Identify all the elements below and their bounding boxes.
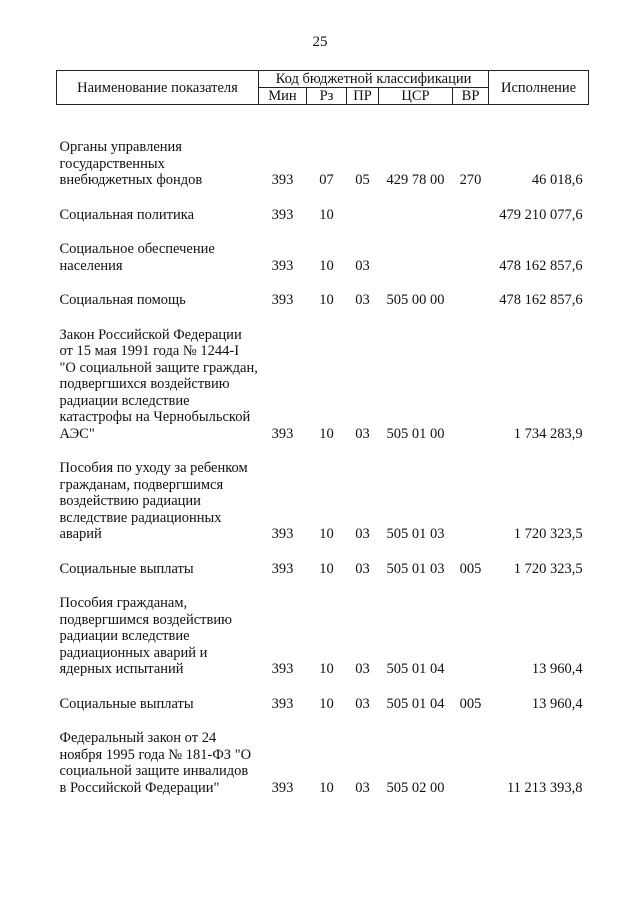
row-min: 393	[271, 172, 294, 188]
row-name: Социальная помощь	[59, 292, 186, 308]
budget-execution-table	[56, 70, 589, 796]
header-name: Наименование показателя	[57, 71, 259, 105]
table-header	[57, 71, 589, 105]
row-execution: 1 720 323,5	[513, 526, 583, 542]
row-csr: 505 01 04	[386, 695, 445, 712]
row-pr: 03	[355, 292, 370, 308]
row-name: Социальные выплаты	[59, 560, 194, 577]
row-execution: 478 162 857,6	[499, 257, 583, 274]
header-min: Мин	[259, 88, 307, 105]
row-rz: 10	[319, 779, 334, 796]
row-pr: 03	[355, 257, 370, 274]
row-min: 393	[271, 560, 294, 577]
row-rz: 10	[319, 425, 334, 442]
row-execution: 11 213 393,8	[506, 779, 583, 796]
row-rz: 10	[319, 206, 334, 223]
row-name: Социальная политика	[59, 206, 195, 223]
row-min: 393	[271, 661, 294, 677]
table-row	[57, 241, 589, 274]
row-rz: 10	[319, 257, 334, 274]
row-csr: 429 78 00	[386, 172, 445, 188]
row-rz: 10	[319, 560, 334, 577]
row-min: 393	[271, 257, 294, 274]
row-pr: 03	[355, 425, 370, 442]
row-min: 393	[271, 425, 294, 442]
row-min: 393	[271, 526, 294, 542]
row-csr: 505 00 00	[386, 292, 445, 308]
row-execution: 1 720 323,5	[513, 560, 583, 577]
row-execution: 13 960,4	[531, 695, 583, 712]
row-vr	[453, 292, 489, 309]
row-vr	[453, 595, 489, 678]
row-csr: 505 01 03	[386, 560, 445, 577]
table-row	[57, 139, 589, 189]
header-vr: ВР	[453, 88, 489, 105]
row-vr: 005	[459, 560, 482, 577]
row-vr: 270	[459, 172, 482, 188]
row-name: Федеральный закон от 24 ноября 1995 года № 181-ФЗ "О социальной защите инвалидов в Российской Федерации"	[59, 730, 252, 796]
table-row	[57, 595, 589, 678]
row-pr: 03	[355, 779, 370, 796]
row-vr	[453, 241, 489, 274]
row-name: Социальные выплаты	[59, 695, 194, 712]
table-row	[57, 460, 589, 543]
row-csr	[379, 207, 453, 224]
row-vr	[453, 327, 489, 443]
row-pr	[347, 207, 379, 224]
row-pr: 03	[355, 661, 370, 677]
row-csr: 505 01 03	[386, 526, 445, 542]
row-pr: 05	[355, 172, 370, 188]
table-row	[57, 696, 589, 713]
table-row	[57, 327, 589, 443]
header-csr: ЦСР	[379, 88, 453, 105]
row-name: Органы управления государственных внебюджетных фондов	[59, 139, 203, 188]
table-row	[57, 561, 589, 578]
row-name: Пособия по уходу за ребенком гражданам, подвергшимся воздействию радиации вследствие радиационных аварий	[59, 460, 248, 542]
table-row	[57, 730, 589, 796]
row-csr: 505 01 04	[386, 661, 445, 677]
table-row	[57, 207, 589, 224]
row-execution: 479 210 077,6	[499, 206, 583, 223]
row-rz: 10	[319, 292, 334, 308]
table-row	[57, 292, 589, 309]
header-pr: ПР	[347, 88, 379, 105]
row-execution: 13 960,4	[531, 661, 583, 677]
row-name: Пособия гражданам, подвергшимся воздействию радиации вследствие радиационных аварий и ядерных испытаний	[59, 595, 232, 677]
row-min: 393	[271, 779, 294, 796]
header-execution: Исполнение	[489, 71, 589, 105]
row-min: 393	[271, 695, 294, 712]
row-vr	[453, 460, 489, 543]
row-rz: 10	[319, 526, 334, 542]
row-vr: 005	[459, 695, 482, 712]
row-pr: 03	[355, 560, 370, 577]
table-body	[57, 105, 589, 797]
row-execution: 1 734 283,9	[513, 425, 583, 442]
row-vr	[453, 207, 489, 224]
header-rz: Рз	[307, 88, 347, 105]
row-rz: 07	[319, 172, 334, 188]
row-csr: 505 02 00	[386, 779, 445, 796]
row-name: Закон Российской Федерации от 15 мая 1991 года № 1244-I "О социальной защите граждан, подвергшихся воздействию радиации вследствие катастрофы на Чернобыльской АЭС"	[59, 326, 258, 442]
row-min: 393	[271, 292, 294, 308]
header-code-group: Код бюджетной классификации	[259, 71, 489, 88]
row-name: Социальное обеспечение населения	[59, 241, 215, 274]
row-rz: 10	[319, 695, 334, 712]
row-vr	[453, 730, 489, 796]
row-execution: 478 162 857,6	[499, 292, 583, 308]
row-rz: 10	[319, 661, 334, 677]
row-execution: 46 018,6	[531, 172, 583, 188]
row-pr: 03	[355, 526, 370, 542]
row-csr	[379, 241, 453, 274]
row-pr: 03	[355, 695, 370, 712]
page-number: 25	[312, 34, 328, 50]
row-min: 393	[271, 206, 294, 223]
row-csr: 505 01 00	[386, 425, 445, 442]
